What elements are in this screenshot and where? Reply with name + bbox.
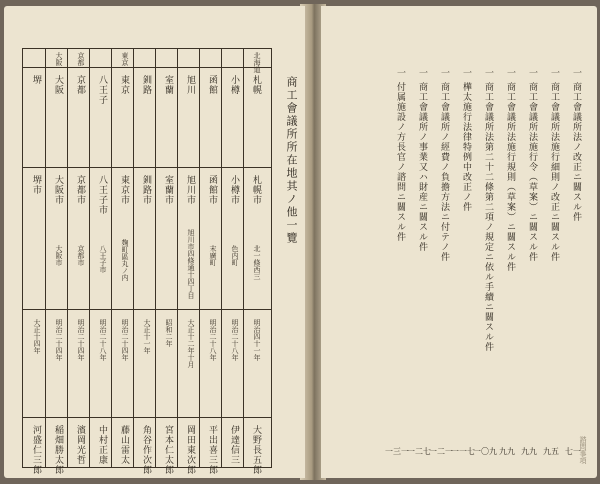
city-place: 小樽市 <box>229 175 239 205</box>
city-address: 色内町 <box>231 245 239 266</box>
president-name: 大野長五郎 <box>251 425 261 475</box>
city-place: 東京市 <box>119 175 129 205</box>
city-place: 大阪市 <box>53 175 63 205</box>
city-address: 八王子市 <box>99 245 107 273</box>
city-address: 麹町區丸ノ内 <box>121 239 129 281</box>
toc-entry: 一 商工會議所法施行細則ノ改正ニ關スル件 <box>549 68 559 262</box>
toc-page-number: 一一七 <box>451 447 475 456</box>
directory-table <box>22 48 272 475</box>
president-name: 濱岡光哲 <box>75 425 85 465</box>
city-header: 釧路 <box>141 75 151 95</box>
city-address: 末廣町 <box>209 245 217 266</box>
established-date: 大正十一年 <box>143 319 151 354</box>
president-name: 伊達信三 <box>229 425 239 465</box>
established-date: 明治二十四年 <box>121 319 129 361</box>
city-header: 堺 <box>31 75 41 85</box>
toc-entry: 一 樺太施行法律特例中改正ノ件 <box>461 68 471 212</box>
toc-entry: 一 商工會議所法施行令（草案）ニ關スル件 <box>527 68 537 262</box>
city-header: 旭川 <box>185 75 195 95</box>
toc-entry: 一 商工會議所法第二十二條第二項ノ規定ニ依ル手續ニ關スル件 <box>483 68 493 352</box>
region-label: 東京 <box>121 52 129 66</box>
toc-page-number: 九五 <box>543 447 559 456</box>
city-address: 旭川市四條通十四丁目 <box>187 229 195 299</box>
region-label: 大阪 <box>55 52 63 66</box>
president-name: 稲畑勝太郎 <box>53 425 63 475</box>
established-date: 明治二十八年 <box>209 319 217 361</box>
president-name: 角谷作次郎 <box>141 425 151 475</box>
city-address: 京都市 <box>77 245 85 266</box>
toc-page-number: 一二七 <box>407 447 431 456</box>
city-place: 札幌市 <box>251 175 261 205</box>
toc-entry: 一 付属施設ノ方長官ノ諮問ニ關スル件 <box>395 68 405 242</box>
region-label: 北海道 <box>253 52 261 73</box>
established-date: 大正十四年 <box>33 319 41 354</box>
president-name: 岡田東次郎 <box>185 425 195 475</box>
city-header: 小樽 <box>229 75 239 95</box>
region-label: 京都 <box>77 52 85 66</box>
city-header: 札幌 <box>251 75 261 95</box>
president-name: 中村正康 <box>97 425 107 465</box>
toc-page-number: 一三一 <box>385 447 409 456</box>
toc-page-number: 七一 <box>565 447 581 456</box>
established-date: 明治二十八年 <box>99 319 107 361</box>
city-place: 函館市 <box>207 175 217 205</box>
city-address: 北一條西三 <box>253 245 261 280</box>
city-place: 京都市 <box>75 175 85 205</box>
president-name: 平出喜三郎 <box>207 425 217 475</box>
established-date: 明治二十四年 <box>77 319 85 361</box>
left-page <box>4 6 305 478</box>
city-header: 八王子 <box>97 75 107 105</box>
toc-entry: 一 商工會議所法ノ改正ニ關スル件 <box>571 68 581 222</box>
city-header: 函館 <box>207 75 217 95</box>
left-page-title: 商工會議所所在地其ノ他一覽 <box>285 76 298 245</box>
toc-page-number: 九九 <box>499 447 515 456</box>
toc-page-number: 九九 <box>521 447 537 456</box>
established-date: 明治四十一年 <box>253 319 261 361</box>
city-place: 堺市 <box>31 175 41 195</box>
toc-entry: 一 商工會議所ノ事業又ハ財産ニ關スル件 <box>417 68 427 252</box>
president-name: 藤山雷太 <box>119 425 129 465</box>
toc-entry: 一 商工會議所法施行規則（草案）ニ關スル件 <box>505 68 515 272</box>
city-header: 室蘭 <box>163 75 173 95</box>
city-place: 釧路市 <box>141 175 151 205</box>
city-place: 八王子市 <box>97 175 107 215</box>
city-place: 室蘭市 <box>163 175 173 205</box>
right-page <box>321 6 597 478</box>
toc-entry: 一 商工會議所ノ經費ノ負擔方法ニ付テノ件 <box>439 68 449 262</box>
city-header: 大阪 <box>53 75 63 95</box>
city-header: 東京 <box>119 75 129 95</box>
established-date: 大正十二年十月 <box>187 319 195 368</box>
established-date: 昭和二年 <box>165 319 173 347</box>
established-date: 明治二十八年 <box>231 319 239 361</box>
president-name: 宮本仁太郎 <box>163 425 173 475</box>
president-name: 河盛仁三郎 <box>31 425 41 475</box>
city-place: 旭川市 <box>185 175 195 205</box>
established-date: 明治二十四年 <box>55 319 63 361</box>
toc-page-number: 一二一 <box>429 447 453 456</box>
side-note: 諮問事項 <box>579 436 587 464</box>
toc-page-number: 一〇九 <box>473 447 497 456</box>
city-address: 大阪市 <box>55 245 63 266</box>
city-header: 京都 <box>75 75 85 95</box>
